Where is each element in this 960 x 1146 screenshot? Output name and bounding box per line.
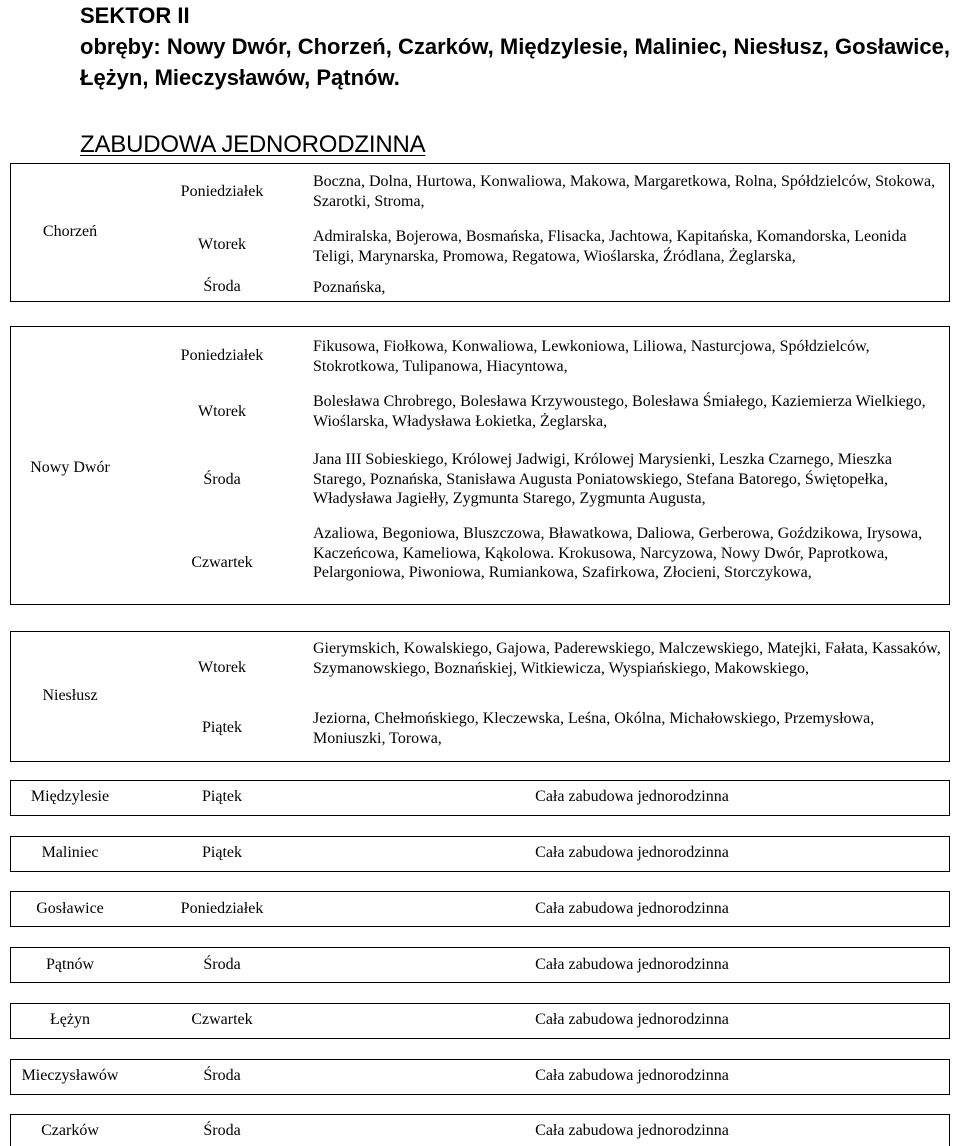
day-label: Poniedziałek xyxy=(180,183,264,200)
location-name: Międzylesie xyxy=(30,788,110,805)
location-name: Niesłusz xyxy=(42,687,98,704)
street-list: Boczna, Dolna, Hurtowa, Konwaliowa, Makowa, Margaretkowa, Rolna, Spółdzielców, Stokowa, Szarotki, Stroma, xyxy=(313,173,936,210)
day-label: Wtorek xyxy=(198,403,246,420)
coverage-text: Cała zabudowa jednorodzinna xyxy=(535,1011,729,1028)
street-list: Admiralska, Bojerowa, Bosmańska, Flisacka, Jachtowa, Kapitańska, Komandorska, Leonida Teligi, Marynarska, Promowa, Regatowa, Wioślarska, Źródlana, Żeglarska, xyxy=(313,228,907,265)
day-label: Środa xyxy=(203,956,241,973)
street-list: Fikusowa, Fiołkowa, Konwaliowa, Lewkoniowa, Liliowa, Nasturcjowa, Spółdzielców, Stokrotkowa, Tulipanowa, Hiacyntowa, xyxy=(313,338,870,375)
day-label: Piątek xyxy=(202,844,242,861)
street-list: Jana III Sobieskiego, Królowej Jadwigi, Królowej Marysienki, Leszka Czarnego, Mieszka Starego, Poznańska, Stanisława Augusta Poniatowskiego, Stefana Batorego, Świętopełka, Władysława Jagiełły, Zygmunta Starego, Zygmunta Augusta, xyxy=(313,451,892,507)
section-title: ZABUDOWA JEDNORODZINNA xyxy=(80,131,426,158)
location-name: Pątnów xyxy=(46,956,94,973)
sector-title: SEKTOR II xyxy=(80,3,190,28)
coverage-text: Cała zabudowa jednorodzinna xyxy=(535,956,729,973)
coverage-text: Cała zabudowa jednorodzinna xyxy=(535,1067,729,1084)
location-name: Nowy Dwór xyxy=(30,459,110,476)
day-label: Piątek xyxy=(202,788,242,805)
street-list: Poznańska, xyxy=(313,279,386,296)
coverage-text: Cała zabudowa jednorodzinna xyxy=(535,844,729,861)
location-name: Łężyn xyxy=(50,1011,90,1028)
coverage-text: Cała zabudowa jednorodzinna xyxy=(535,1122,729,1139)
street-list: Azaliowa, Begoniowa, Bluszczowa, Bławatkowa, Daliowa, Gerberowa, Goździkowa, Irysowa, Kaczeńcowa, Kameliowa, Kąkolowa. Krokusowa, Narcyzowa, Nowy Dwór, Paprotkowa, Pelargoniowa, Piwoniowa, Rumiankowa, Szafirkowa, Złocieni, Storczykowa, xyxy=(313,525,923,581)
day-label: Poniedziałek xyxy=(180,347,264,364)
street-list: Bolesława Chrobrego, Bolesława Krzywoustego, Bolesława Śmiałego, Kaziemierza Wielkiego, Wioślarska, Władysława Łokietka, Żeglarska, xyxy=(313,393,926,430)
day-label: Środa xyxy=(203,1067,241,1084)
coverage-text: Cała zabudowa jednorodzinna xyxy=(535,788,729,805)
day-label: Środa xyxy=(203,471,241,488)
street-list: Gierymskich, Kowalskiego, Gajowa, Paderewskiego, Malczewskiego, Matejki, Fałata, Kassaków, Szymanowskiego, Boznańskiej, Witkiewicza, Wyspiańskiego, Makowskiego, xyxy=(313,640,941,677)
day-label: Środa xyxy=(203,1122,241,1139)
day-label: Środa xyxy=(203,278,241,295)
street-list: Jeziorna, Chełmońskiego, Kleczewska, Leśna, Okólna, Michałowskiego, Przemysłowa, Moniuszki, Torowa, xyxy=(313,710,875,747)
coverage-text: Cała zabudowa jednorodzinna xyxy=(535,900,729,917)
day-label: Wtorek xyxy=(198,659,246,676)
location-name: Chorzeń xyxy=(42,223,98,240)
areas-line: obręby: Nowy Dwór, Chorzeń, Czarków, Międzylesie, Maliniec, Niesłusz, Gosławice, Łężyn, Mieczysławów, Pątnów. xyxy=(80,34,950,90)
location-name: Maliniec xyxy=(41,844,99,861)
day-label: Czwartek xyxy=(191,554,253,571)
day-label: Czwartek xyxy=(191,1011,253,1028)
day-label: Piątek xyxy=(202,719,242,736)
location-name: Czarków xyxy=(41,1122,99,1139)
document-header xyxy=(80,0,950,93)
day-label: Poniedziałek xyxy=(180,900,264,917)
location-name: Gosławice xyxy=(36,900,104,917)
day-label: Wtorek xyxy=(198,236,246,253)
location-name: Mieczysławów xyxy=(21,1067,119,1084)
